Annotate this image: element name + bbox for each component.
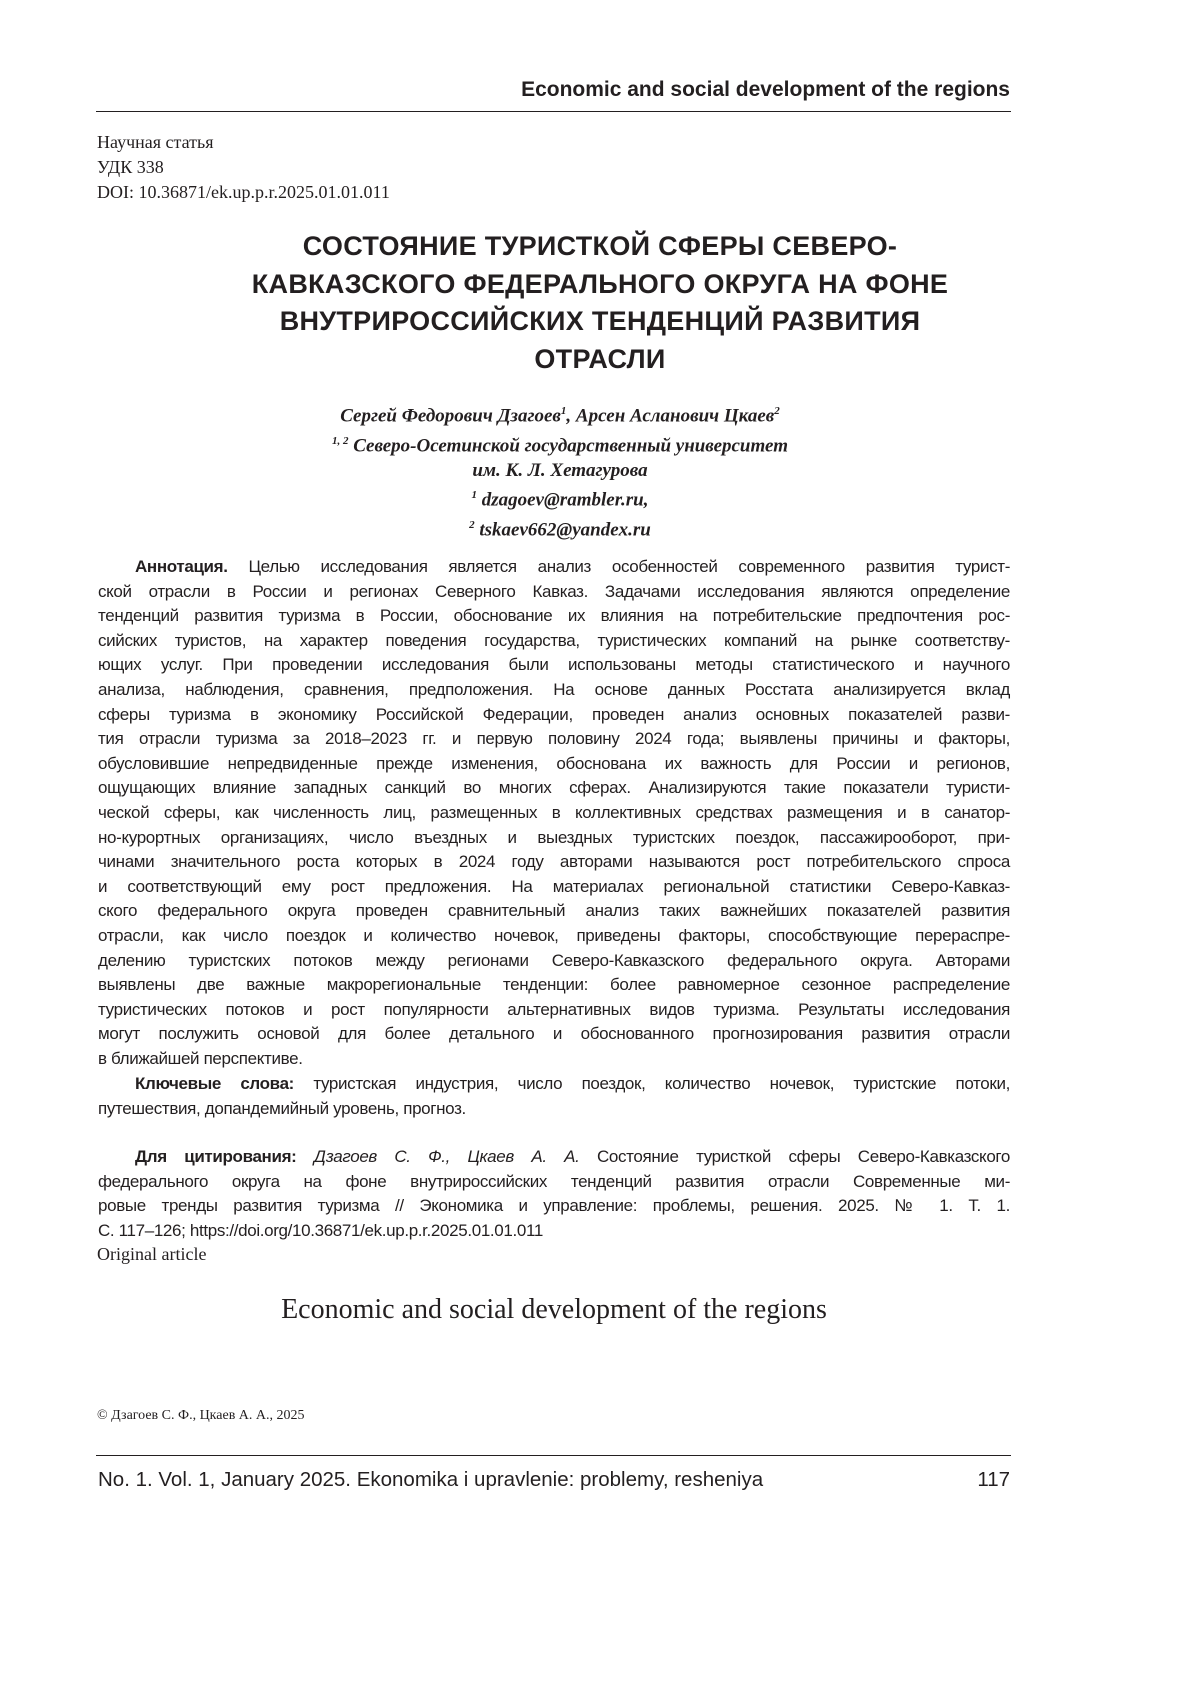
text-line	[98, 973, 1010, 998]
line-text: чинами значительного роста которых в 2024 году авторами называются рост потребительского спроса	[98, 852, 1010, 871]
line-text: обусловившие непредвиденные прежде изменения, обоснована их важность для России и регионов,	[98, 754, 1010, 773]
text-line	[98, 678, 1010, 703]
line-text: но-курортных организациях, число въездных и выездных туристских поездок, пассажирооборот, при-	[98, 828, 1010, 847]
text-line	[98, 1219, 1010, 1244]
line-text: в ближайшей перспективе.	[98, 1049, 303, 1068]
line-text: ского федерального округа проведен сравнительный анализ таких важнейших показателей развития	[98, 901, 1010, 920]
line-text: сийских туристов, на характер поведения государства, туристических компаний на рынке соответству-	[98, 631, 1010, 650]
text-line	[98, 604, 1010, 629]
line-text: и соответствующий ему рост предложения. На материалах региональной статистики Северо-Кавказ-	[98, 877, 1010, 896]
running-header: Economic and social development of the regions	[521, 78, 1010, 102]
line-text: ровые тренды развития туризма // Экономика и управление: проблемы, решения. 2025. № 1. Т. 1.	[98, 1196, 1010, 1215]
footer-journal: No. 1. Vol. 1, January 2025. Ekonomika i upravlenie: problemy, resheniya	[98, 1468, 763, 1492]
line-text: выявлены две важные макрорегиональные тенденции: более равномерное сезонное распределение	[98, 975, 1010, 994]
citation-authors: Дзагоев С. Ф., Цкаев А. А.	[314, 1147, 580, 1166]
footnote-mark: 1	[471, 489, 477, 501]
line-text: путешествия, допандемийный уровень, прогноз.	[98, 1099, 466, 1118]
footnote-mark: 1, 2	[332, 435, 349, 447]
page-number: 117	[977, 1468, 1010, 1492]
authors-block	[110, 399, 1010, 542]
original-article-label: Original article	[97, 1244, 206, 1265]
line-text: отрасли, как число поездок и количество ночевок, приведены факторы, способствующие перераспре-	[98, 926, 1010, 945]
line-text: ческой сферы, как численность лиц, размещенных в коллективных средствах размещения и в санатор-	[98, 803, 1010, 822]
line-text: федерального округа на фоне внутрироссийских тенденций развития отрасли Современные ми-	[98, 1172, 1010, 1191]
footnote-mark: 2	[774, 405, 780, 417]
section-label: Для цитирования:	[135, 1147, 296, 1166]
text-line	[98, 801, 1010, 826]
line-text: тия отрасли туризма за 2018–2023 гг. и первую половину 2024 года; выявлены причины и факторы,	[98, 729, 1010, 748]
text-line	[98, 1170, 1010, 1195]
title-line: ОТРАСЛИ	[100, 341, 1100, 379]
title-line: ВНУТРИРОССИЙСКИХ ТЕНДЕНЦИЙ РАЗВИТИЯ	[100, 303, 1100, 341]
doi: DOI: 10.36871/ek.up.p.r.2025.01.01.011	[97, 180, 390, 205]
line-text: ской отрасли в России и регионах Северного Кавказ. Задачами исследования являются определение	[98, 582, 1010, 601]
title-line: КАВКАЗСКОГО ФЕДЕРАЛЬНОГО ОКРУГА НА ФОНЕ	[100, 266, 1100, 304]
line-text: делению туристских потоков между регионами Северо-Кавказского федерального округа. Авторами	[98, 951, 1010, 970]
text-line	[98, 875, 1010, 900]
email-link[interactable]: tskaev662@yandex.ru	[479, 519, 651, 540]
copyright: © Дзагоев С. Ф., Цкаев А. А., 2025	[97, 1408, 305, 1424]
text-line	[98, 998, 1010, 1023]
line-text: туристических потоков и рост популярности альтернативных видов туризма. Результаты исследования	[98, 1000, 1010, 1019]
citation	[98, 1145, 1010, 1243]
text-line	[98, 703, 1010, 728]
section-label: Ключевые слова:	[135, 1074, 294, 1093]
line-text: тенденций развития туризма в России, обоснование их влияния на потребительские предпочтения рос-	[98, 606, 1010, 625]
line-text: ющих услуг. При проведении исследования были использованы методы статистического и научного	[98, 655, 1010, 674]
udk: УДК 338	[97, 155, 164, 180]
text-line	[98, 629, 1010, 654]
text-line	[98, 1072, 1010, 1097]
footnote-mark: 1	[561, 405, 567, 417]
abstract	[98, 555, 1010, 1071]
line-text: С. 117–126; https://doi.org/10.36871/ek.up.p.r.2025.01.01.011	[98, 1221, 543, 1240]
text-line	[98, 752, 1010, 777]
section-label: Аннотация.	[135, 557, 228, 576]
text-line	[98, 776, 1010, 801]
line-text: анализа, наблюдения, сравнения, предположения. На основе данных Росстата анализируется вклад	[98, 680, 1010, 699]
text-line	[98, 949, 1010, 974]
text-line	[98, 1194, 1010, 1219]
text-line	[98, 580, 1010, 605]
text-line	[98, 1047, 1010, 1072]
line-text: ощущающих влияние западных санкций во многих сферах. Анализируются такие показатели туристи-	[98, 778, 1010, 797]
affiliation: им. К. Л. Хетагурова	[110, 458, 1010, 483]
header-rule	[96, 111, 1011, 112]
footer-rule	[96, 1455, 1011, 1456]
text-line	[98, 924, 1010, 949]
text-line	[98, 653, 1010, 678]
text-line	[98, 1145, 1010, 1170]
keywords	[98, 1072, 1010, 1121]
footnote-mark: 2	[469, 519, 475, 531]
line-text: могут послужить основой для более детального и обоснованного прогнозирования развития отрасли	[98, 1024, 1010, 1043]
text-line	[98, 850, 1010, 875]
email-link[interactable]: dzagoev@rambler.ru,	[482, 490, 649, 511]
text-line	[98, 1097, 1010, 1122]
article-title	[100, 228, 1100, 378]
affiliation: Северо-Осетинской государственный университет	[353, 435, 788, 456]
author-name: Сергей Федорович Дзагоев	[340, 405, 561, 426]
line-text: Состояние туристкой сферы Северо-Кавказского	[597, 1147, 1010, 1166]
english-section-title: Economic and social development of the regions	[0, 1294, 1108, 1326]
text-line	[98, 555, 1010, 580]
text-line	[98, 727, 1010, 752]
separator: ,	[566, 405, 576, 426]
text-line	[98, 826, 1010, 851]
line-text: Целью исследования является анализ особенностей современного развития турист-	[248, 557, 1010, 576]
line-text: сферы туризма в экономику Российской Федерации, проведен анализ основных показателей разви-	[98, 705, 1010, 724]
author-name: Арсен Асланович Цкаев	[576, 405, 774, 426]
text-line	[98, 899, 1010, 924]
text-line	[98, 1022, 1010, 1047]
article-type: Научная статья	[97, 130, 213, 155]
line-text: туристская индустрия, число поездок, количество ночевок, туристские потоки,	[313, 1074, 1010, 1093]
title-line: СОСТОЯНИЕ ТУРИСТКОЙ СФЕРЫ СЕВЕРО-	[100, 228, 1100, 266]
